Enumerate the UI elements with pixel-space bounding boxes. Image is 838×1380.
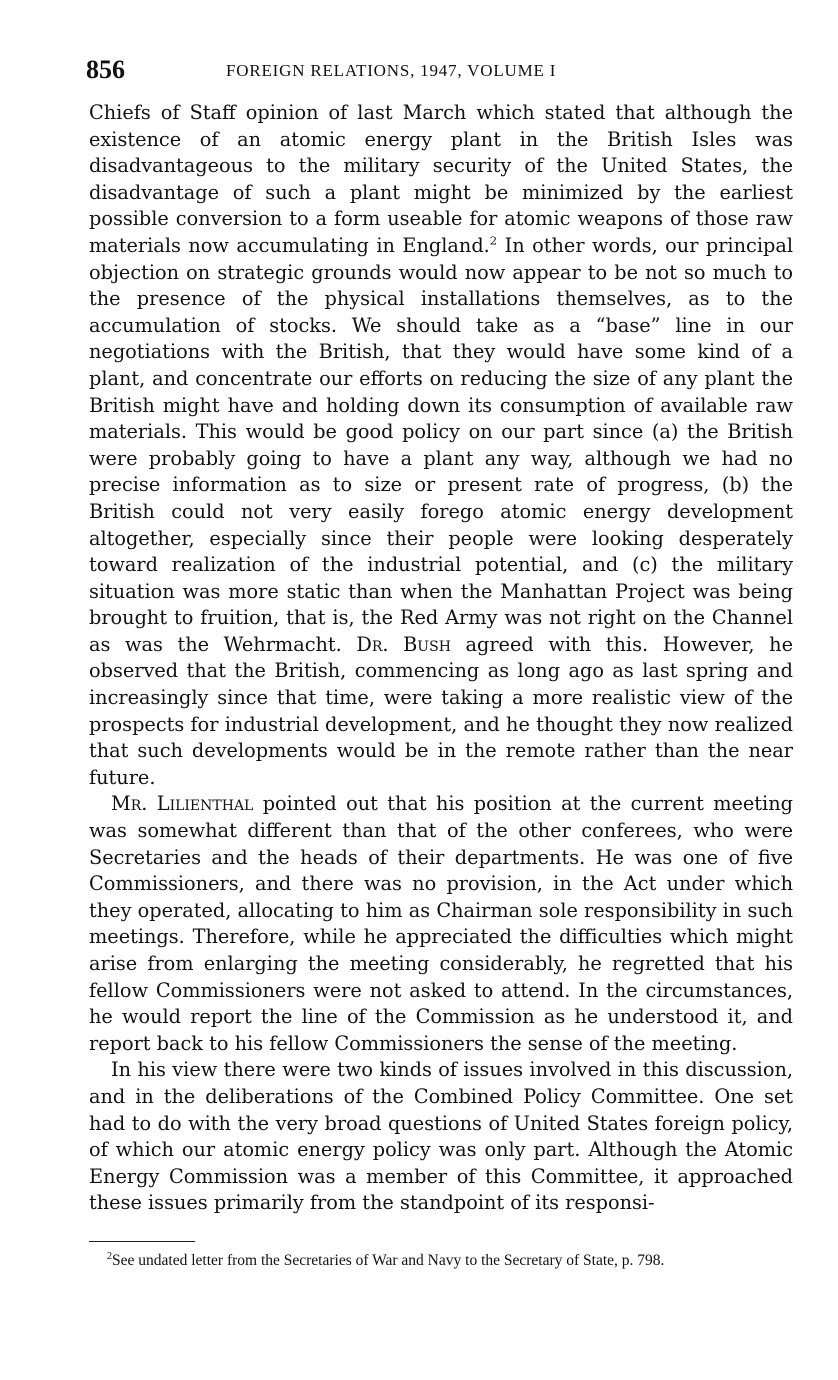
footnote-reference: 2: [489, 233, 498, 248]
running-title: FOREIGN RELATIONS, 1947, VOLUME I: [226, 61, 557, 80]
footnote-mark: 2: [107, 1250, 113, 1262]
footnote: [89, 1251, 793, 1271]
running-head: [86, 56, 796, 86]
paragraph-2: [89, 791, 793, 1057]
paragraph-1-text: Chiefs of Staff opinion of last March which stated that although the existence of an atomic energy plant in the British Isles was disadvantageous to the military security of the United States, the disadvantage of such a plant might be minimized by the earliest possible conversion to a form useable for atomic weapons of those raw materials now accumulating in England.: [89, 101, 793, 257]
paragraph-3-text: In his view there were two kinds of issues involved in this discussion, and in the deliberations of the Combined Policy Committee. One set had to do with the very broad questions of United States foreign policy, of which our atomic energy policy was only part. Although the Atomic Energy Commission was a member of this Committee, it approached these issues primarily from the standpoint of its responsi-: [89, 1058, 793, 1215]
footnote-divider: [89, 1241, 195, 1242]
paragraph-1: [89, 100, 793, 791]
page-number: 856: [86, 55, 125, 84]
paragraph-2-text: pointed out that his position at the current meeting was somewhat different than that of the other conferees, who were Secretaries and the heads of their departments. He was one of five Commissioners, and there was no provision, in the Act under which they operated, allocating to him as Chairman sole responsibility in such meetings. Therefore, while he appreciated the difficulties which might arise from enlarging the meeting considerably, he regretted that his fellow Commissioners were not asked to attend. In the circumstances, he would report the line of the Commission as he understood it, and report back to his fellow Commissioners the sense of the meeting.: [89, 792, 793, 1055]
speaker-name: Mr. Lilienthal: [111, 792, 254, 816]
footnote-text: See undated letter from the Secretaries of War and Navy to the Secretary of State, p. 798.: [112, 1252, 665, 1269]
paragraph-3: [89, 1057, 793, 1217]
body-text: [89, 100, 793, 1217]
paragraph-1-text-end: agreed with this. However, he observed that the British, commencing as long ago as last spring and increasingly since that time, were taking a more realistic view of the prospects for industrial development, and he thought they now realized that such developments would be in the remote rather than the near future.: [89, 632, 793, 789]
paragraph-1-text-continued: In other words, our principal objection on strategic grounds would now appear to be not so much to the presence of the physical installations themselves, as to the accumulation of stocks. We should take as a “base” line in our negotiations with the British, that they would have some kind of a plant, and concentrate our efforts on reducing the size of any plant the British might have and holding down its consumption of available raw materials. This would be good policy on our part since (a) the British were probably going to have a plant any way, although we had no precise information as to size or present rate of progress, (b) the British could not very easily forego atomic energy development altogether, especially since their people were looking desperately toward realization of the industrial potential, and (c) the military situation was more static than when the Manhattan Project was being brought to fruition, that is, the Red Army was not right on the Channel as was the Wehrmacht.: [89, 233, 793, 656]
speaker-name: Dr. Bush: [356, 632, 451, 656]
